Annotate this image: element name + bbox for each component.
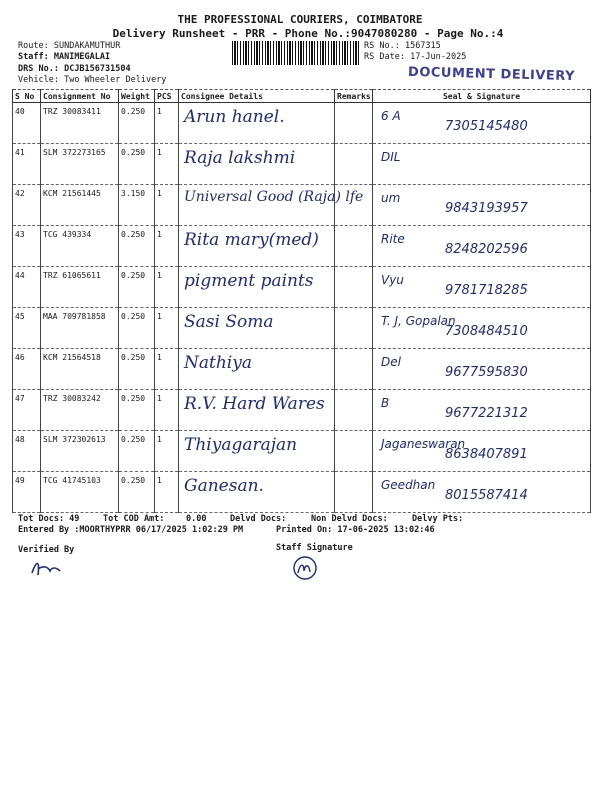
table-row — [13, 308, 591, 349]
row-consignment-no: TCG 439334 — [41, 226, 119, 267]
staff-label: Staff: — [18, 52, 49, 62]
row-signature: B — [381, 396, 390, 410]
row-consignment-no: KCM 21564518 — [41, 349, 119, 390]
row-consignment-no: TRZ 30083411 — [41, 103, 119, 144]
non-delvd-docs: Non Delvd Docs: — [311, 514, 388, 524]
row-signature: Rite — [381, 232, 405, 246]
row-consignee-cell — [179, 431, 335, 472]
staff-signature-label: Staff Signature — [276, 543, 353, 553]
col-header-pcs: PCS — [155, 90, 179, 103]
document-title: THE PROFESSIONAL COURIERS, COIMBATORE — [177, 13, 423, 26]
row-consignee-name: Arun hanel. — [184, 107, 285, 127]
row-consignee-name: Ganesan. — [184, 476, 264, 496]
runsheet-table — [12, 89, 591, 513]
row-consignment-no: SLM 372302613 — [41, 431, 119, 472]
row-consignee-cell — [179, 390, 335, 431]
row-weight: 0.250 — [119, 431, 155, 472]
row-phone: 9843193957 — [445, 201, 528, 216]
vehicle-value: Two Wheeler Delivery — [64, 75, 167, 85]
rs-date-line — [364, 52, 466, 62]
rs-no-line — [364, 41, 441, 51]
row-weight: 0.250 — [119, 267, 155, 308]
verified-by-label: Verified By — [18, 545, 75, 555]
row-weight: 0.250 — [119, 349, 155, 390]
rs-date-value: 17-Jun-2025 — [410, 52, 467, 62]
row-consignee-cell — [179, 226, 335, 267]
row-consignment-no: TCG 41745103 — [41, 472, 119, 513]
row-remarks — [335, 431, 373, 472]
row-consignee-name: Thiyagarajan — [184, 435, 298, 455]
row-consignee-name: Sasi Soma — [184, 312, 274, 332]
row-sno: 48 — [13, 431, 41, 472]
table-body — [13, 103, 591, 513]
row-weight: 0.250 — [119, 390, 155, 431]
row-consignee-cell — [179, 144, 335, 185]
tot-cod-value: 0.00 — [186, 514, 207, 524]
row-sno: 41 — [13, 144, 41, 185]
row-remarks — [335, 308, 373, 349]
document-delivery-stamp: DOCUMENT DELIVERY — [407, 64, 576, 85]
table-row — [13, 144, 591, 185]
row-phone: 8638407891 — [445, 447, 528, 462]
row-sno: 44 — [13, 267, 41, 308]
row-weight: 0.250 — [119, 472, 155, 513]
row-pcs: 1 — [155, 390, 179, 431]
row-consignee-name: Raja lakshmi — [184, 148, 296, 168]
row-sno: 40 — [13, 103, 41, 144]
verified-signature-mark — [28, 555, 68, 581]
row-consignee-name: pigment paints — [184, 271, 314, 291]
row-consignee-name: R.V. Hard Wares — [184, 394, 325, 414]
row-pcs: 1 — [155, 349, 179, 390]
row-seal-signature — [373, 226, 591, 267]
row-consignee-cell — [179, 472, 335, 513]
row-consignee-cell — [179, 103, 335, 144]
row-pcs: 1 — [155, 308, 179, 349]
row-weight: 0.250 — [119, 226, 155, 267]
row-phone: 9781718285 — [445, 283, 528, 298]
row-phone: 8248202596 — [445, 242, 528, 257]
col-header-signature: Seal & Signature — [373, 90, 591, 103]
row-pcs: 1 — [155, 103, 179, 144]
drs-value: DCJB156731504 — [64, 64, 131, 74]
row-seal-signature — [373, 472, 591, 513]
row-consignee-name: Rita mary(med) — [184, 230, 319, 250]
row-seal-signature — [373, 390, 591, 431]
row-consignee-name: Nathiya — [184, 353, 252, 373]
row-sno: 45 — [13, 308, 41, 349]
route-line — [18, 41, 120, 51]
table-row — [13, 472, 591, 513]
row-seal-signature — [373, 267, 591, 308]
col-header-remarks: Remarks — [335, 90, 373, 103]
delvd-docs: Delvd Docs: — [230, 514, 287, 524]
row-remarks — [335, 390, 373, 431]
route-label: Route: — [18, 41, 49, 51]
staff-line — [18, 52, 110, 62]
row-remarks — [335, 144, 373, 185]
rs-date-label: RS Date: — [364, 52, 405, 62]
drs-line — [18, 64, 131, 74]
row-remarks — [335, 267, 373, 308]
document-subtitle: Delivery Runsheet - PRR - Phone No.:9047080280 - Page No.:4 — [112, 27, 504, 40]
row-pcs: 1 — [155, 226, 179, 267]
row-consignee-name: Universal Good (Raja) lfe — [184, 189, 364, 205]
row-remarks — [335, 349, 373, 390]
col-header-consignment: Consignment No — [41, 90, 119, 103]
row-consignee-cell — [179, 308, 335, 349]
row-phone: 9677221312 — [445, 406, 528, 421]
vehicle-line — [18, 75, 166, 85]
row-consignment-no: SLM 372273165 — [41, 144, 119, 185]
col-header-sno: S No — [13, 90, 41, 103]
row-seal-signature — [373, 144, 591, 185]
row-signature: 6 A — [381, 109, 401, 123]
col-header-consignee: Consignee Details — [179, 90, 335, 103]
rs-no-value: 1567315 — [404, 41, 441, 51]
row-phone: 8015587414 — [445, 488, 528, 503]
row-consignment-no: TRZ 61065611 — [41, 267, 119, 308]
route-value: SUNDAKAMUTHUR — [53, 41, 121, 51]
row-consignee-cell — [179, 267, 335, 308]
row-sno: 49 — [13, 472, 41, 513]
staff-signature-mark — [290, 553, 324, 583]
row-seal-signature — [373, 349, 591, 390]
row-consignment-no: KCM 21561445 — [41, 185, 119, 226]
row-sno: 46 — [13, 349, 41, 390]
drs-label: DRS No.: — [18, 64, 59, 74]
row-pcs: 1 — [155, 185, 179, 226]
vehicle-label: Vehicle: — [18, 75, 59, 85]
row-signature: T. J, Gopalan — [381, 314, 456, 328]
entered-by: Entered By :MOORTHYPRR 06/17/2025 1:02:29 PM — [18, 525, 244, 535]
row-signature: Jaganeswaran — [381, 437, 466, 451]
col-header-weight: Weight — [119, 90, 155, 103]
table-row — [13, 226, 591, 267]
row-weight: 3.150 — [119, 185, 155, 226]
table-row — [13, 185, 591, 226]
table-header-row — [13, 90, 591, 103]
row-signature: DIL — [381, 150, 401, 164]
row-pcs: 1 — [155, 431, 179, 472]
table-row — [13, 267, 591, 308]
tot-cod-label: Tot COD Amt: — [103, 514, 165, 524]
barcode-image — [232, 41, 360, 65]
row-phone: 7308484510 — [445, 324, 528, 339]
row-sno: 42 — [13, 185, 41, 226]
row-phone: 7305145480 — [445, 119, 528, 134]
row-weight: 0.250 — [119, 144, 155, 185]
table-row — [13, 431, 591, 472]
staff-value: MANIMEGALAI — [53, 52, 111, 62]
row-weight: 0.250 — [119, 103, 155, 144]
row-seal-signature — [373, 431, 591, 472]
table-row — [13, 103, 591, 144]
row-sno: 47 — [13, 390, 41, 431]
row-remarks — [335, 472, 373, 513]
row-signature: um — [381, 191, 401, 205]
row-pcs: 1 — [155, 472, 179, 513]
row-consignment-no: MAA 709781858 — [41, 308, 119, 349]
row-consignee-cell — [179, 185, 364, 226]
row-signature: Vyu — [381, 273, 404, 287]
row-remarks — [335, 226, 373, 267]
row-seal-signature — [373, 103, 591, 144]
row-signature: Del — [381, 355, 401, 369]
row-seal-signature — [373, 185, 591, 226]
row-sno: 43 — [13, 226, 41, 267]
rs-no-label: RS No.: — [364, 41, 400, 51]
row-phone: 9677595830 — [445, 365, 528, 380]
table-row — [13, 349, 591, 390]
row-signature: Geedhan — [381, 478, 436, 492]
delvy-pts: Delvy Pts: — [412, 514, 464, 524]
row-consignee-cell — [179, 349, 335, 390]
row-remarks — [335, 103, 373, 144]
tot-docs: Tot Docs: 49 — [18, 514, 80, 524]
row-consignment-no: TRZ 30083242 — [41, 390, 119, 431]
row-remarks — [335, 185, 373, 226]
row-pcs: 1 — [155, 267, 179, 308]
row-weight: 0.250 — [119, 308, 155, 349]
row-pcs: 1 — [155, 144, 179, 185]
printed-on: Printed On: 17-06-2025 13:02:46 — [276, 525, 435, 535]
table-row — [13, 390, 591, 431]
row-seal-signature — [373, 308, 591, 349]
